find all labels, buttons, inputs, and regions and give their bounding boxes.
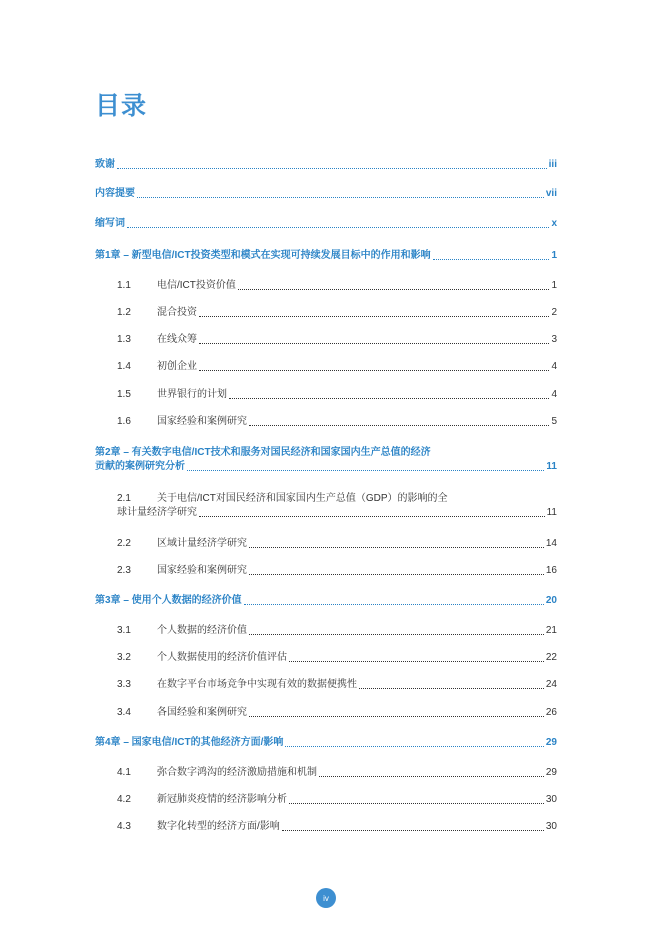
toc-entry-3-2[interactable]: 3.2 个人数据使用的经济价值评估 22 [117, 652, 557, 663]
toc-entry-chapter-2[interactable]: 第2章 – 有关数字电信/ICT技术和服务对国民经济和国家国内生产总值的经济 贡献的案例研究分析 11 [95, 447, 557, 472]
toc-entry-chapter-3[interactable]: 第3章 – 使用个人数据的经济价值 20 [95, 595, 557, 606]
toc-entry-acknowledgements[interactable]: 致谢 iii [95, 159, 557, 170]
toc-entry-1-5[interactable]: 1.5 世界银行的计划 4 [117, 389, 557, 400]
toc-entry-4-1[interactable]: 4.1 弥合数字鸿沟的经济激励措施和机制 29 [117, 767, 557, 778]
toc-entry-abbreviations[interactable]: 缩写词 x [95, 218, 557, 229]
toc-entry-chapter-1[interactable]: 第1章 – 新型电信/ICT投资类型和模式在实现可持续发展目标中的作用和影响 1 [95, 250, 557, 261]
page-number-badge: iv [316, 888, 336, 908]
toc-entry-chapter-4[interactable]: 第4章 – 国家电信/ICT的其他经济方面/影响 29 [95, 737, 557, 748]
toc-entry-2-3[interactable]: 2.3 国家经验和案例研究 16 [117, 565, 557, 576]
toc-entry-1-6[interactable]: 1.6 国家经验和案例研究 5 [117, 416, 557, 427]
toc-entry-1-2[interactable]: 1.2 混合投资 2 [117, 307, 557, 318]
toc-entry-1-3[interactable]: 1.3 在线众筹 3 [117, 334, 557, 345]
toc-entry-4-2[interactable]: 4.2 新冠肺炎疫情的经济影响分析 30 [117, 794, 557, 805]
toc-entry-summary[interactable]: 内容提要 vii [95, 188, 557, 199]
toc-entry-4-3[interactable]: 4.3 数字化转型的经济方面/影响 30 [117, 821, 557, 832]
toc-entry-2-1[interactable]: 2.1 关于电信/ICT对国民经济和国家国内生产总值（GDP）的影响的全 球计量经济学研究 11 [117, 493, 557, 518]
page-title: 目录 [95, 91, 148, 120]
toc-entry-3-3[interactable]: 3.3 在数字平台市场竞争中实现有效的数据便携性 24 [117, 679, 557, 690]
toc-entry-1-4[interactable]: 1.4 初创企业 4 [117, 361, 557, 372]
toc-entry-2-2[interactable]: 2.2 区域计量经济学研究 14 [117, 538, 557, 549]
toc-entry-3-4[interactable]: 3.4 各国经验和案例研究 26 [117, 707, 557, 718]
toc-entry-1-1[interactable]: 1.1 电信/ICT投资价值 1 [117, 280, 557, 291]
toc-entry-3-1[interactable]: 3.1 个人数据的经济价值 21 [117, 625, 557, 636]
